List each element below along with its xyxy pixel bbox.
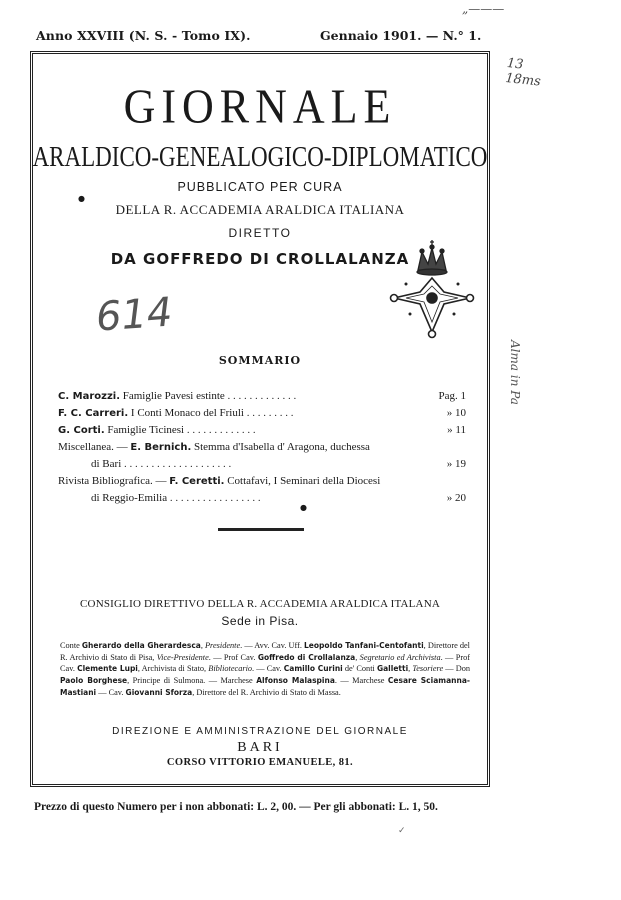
toc-entry-text (58, 422, 256, 439)
toc-title: di Bari (91, 458, 122, 470)
toc-entry (58, 405, 466, 422)
member-text: — Don (443, 664, 471, 674)
member-name: Camillo Curini (283, 664, 343, 674)
toc-page: » 11 (447, 424, 466, 436)
table-of-contents (58, 388, 466, 507)
toc-section: Rivista Bibliografica. — (58, 475, 170, 487)
editor-line: DA GOFFREDO DI CROLLALANZA (110, 250, 410, 268)
member-name: Giovanni Sforza (125, 687, 193, 697)
toc-entry-text (58, 405, 293, 422)
administration-city: BARI (237, 740, 283, 755)
ink-mark: ✓ (398, 826, 406, 836)
member-role: Bibliotecario (208, 664, 253, 674)
member-text: Conte (60, 641, 82, 650)
administration-address: CORSO VITTORIO EMANUELE, 81. (166, 757, 354, 768)
journal-subtitle: ARALDICO-GENEALOGICO-DIPLOMATICO (32, 140, 488, 172)
toc-entry (58, 439, 466, 456)
member-role: Segretario ed Archivista (359, 652, 441, 662)
ink-dot: ● (78, 194, 85, 203)
section-divider (218, 528, 304, 531)
member-text: , (355, 652, 360, 662)
toc-entry-text (91, 456, 231, 473)
toc-title: I Conti Monaco del Friuli (128, 407, 244, 419)
toc-title: di Reggio-Emilia (91, 492, 168, 504)
toc-leader: . . . . . . . . . . . . . (224, 390, 297, 402)
academy-line: DELLA R. ACCADEMIA ARALDICA ITALIANA (115, 202, 405, 217)
toc-title: Cottafavi, I Seminari della Diocesi (224, 475, 381, 487)
member-role: Presidente (204, 641, 241, 650)
ink-dot: ● (300, 503, 307, 512)
toc-title: Famiglie Pavesi estinte (120, 390, 225, 402)
member-text: . — Prof Cav. (60, 652, 471, 674)
published-by-line: PUBBLICATO PER CURA (177, 180, 343, 194)
toc-author: F. Ceretti. (169, 476, 225, 487)
member-text: . — Avv. Cav. Uff. (240, 641, 305, 650)
toc-leader: . . . . . . . . . (243, 407, 294, 419)
toc-entry (58, 388, 466, 405)
toc-entry (58, 422, 466, 439)
toc-entry-text (58, 439, 370, 456)
handwritten-note-margin: 13 18ms (504, 55, 542, 90)
council-members (60, 640, 470, 699)
member-text: . — Prof Cav. (208, 652, 258, 662)
journal-title: GIORNALE (123, 79, 397, 134)
toc-author: G. Corti. (58, 425, 105, 436)
member-name: Galletti (376, 664, 409, 674)
handwritten-page-number: 614 (94, 289, 174, 341)
toc-page: Pag. 1 (438, 390, 466, 402)
toc-entry-continuation (58, 490, 466, 507)
member-text: , (408, 664, 413, 674)
member-text: de' Conti (342, 664, 377, 674)
member-role: Vice-Presidente (156, 652, 209, 662)
member-text: . — Cav. (252, 664, 284, 674)
member-name: Goffredo di Crollalanza (257, 652, 356, 662)
issue-price: Prezzo di questo Numero per i non abbonati: L. 2, 00. — Per gli abbonati: L. 1, 50. (34, 801, 438, 813)
toc-entry-continuation (58, 456, 466, 473)
toc-page: » 10 (446, 407, 466, 419)
toc-section: Miscellanea. — (58, 441, 131, 453)
toc-entry (58, 473, 466, 490)
member-name: Paolo Borghese (60, 676, 128, 686)
member-role: Tesoriere (412, 664, 444, 674)
toc-leader: . . . . . . . . . . . . . (184, 424, 256, 436)
member-text: , Principe di Sulmona. — Marchese (127, 676, 257, 686)
toc-page: » 19 (446, 458, 466, 470)
toc-entry-text (91, 490, 261, 507)
toc-entry-text (58, 388, 296, 405)
heraldic-crowned-cross-icon (386, 236, 478, 348)
member-name: Gherardo della Gherardesca (81, 641, 201, 650)
header-issue-date: Gennaio 1901. — N.° 1. (320, 28, 482, 43)
toc-title: Stemma d'Isabella d' Aragona, duchessa (191, 441, 370, 453)
contents-heading: SOMMARIO (218, 354, 302, 367)
member-text: — Cav. (96, 687, 126, 697)
toc-author: E. Bernich. (130, 442, 192, 453)
toc-title: Famiglie Ticinesi (104, 424, 185, 436)
administration-heading: DIREZIONE E AMMINISTRAZIONE DEL GIORNALE (112, 726, 408, 737)
handwritten-side-note: Alma in Pa (508, 340, 522, 405)
member-text: , Archivista di Stato, (137, 664, 209, 674)
handwritten-mark-top: „——— (462, 2, 505, 16)
member-text: , Direttore del R. Archivio di Stato di Pisa, (60, 641, 470, 662)
member-text: . — Marchese (334, 676, 388, 686)
toc-leader: . . . . . . . . . . . . . . . . . (167, 492, 261, 504)
toc-author: F. C. Carreri. (58, 408, 129, 419)
member-name: Cesare Sciamanna-Mastiani (60, 676, 470, 697)
member-text: , (200, 641, 205, 650)
member-name: Alfonso Malaspina (256, 676, 335, 686)
header-volume-info: Anno XXVIII (N. S. - Tomo IX). (36, 28, 251, 43)
toc-page: » 20 (446, 492, 466, 504)
council-heading: CONSIGLIO DIRETTIVO DELLA R. ACCADEMIA ARALDICA ITALANA (80, 598, 440, 610)
member-name: Leopoldo Tanfani-Centofanti (304, 641, 424, 650)
toc-author: C. Marozzi. (58, 391, 120, 402)
toc-leader: . . . . . . . . . . . . . . . . . . . . (121, 458, 232, 470)
toc-entry-text (58, 473, 380, 490)
council-seat: Sede in Pisa. (221, 614, 299, 628)
member-name: Clemente Lupi (77, 664, 138, 674)
member-text: , Direttore del R. Archivio di Stato di Massa. (192, 687, 341, 697)
directed-line: DIRETTO (228, 226, 292, 240)
